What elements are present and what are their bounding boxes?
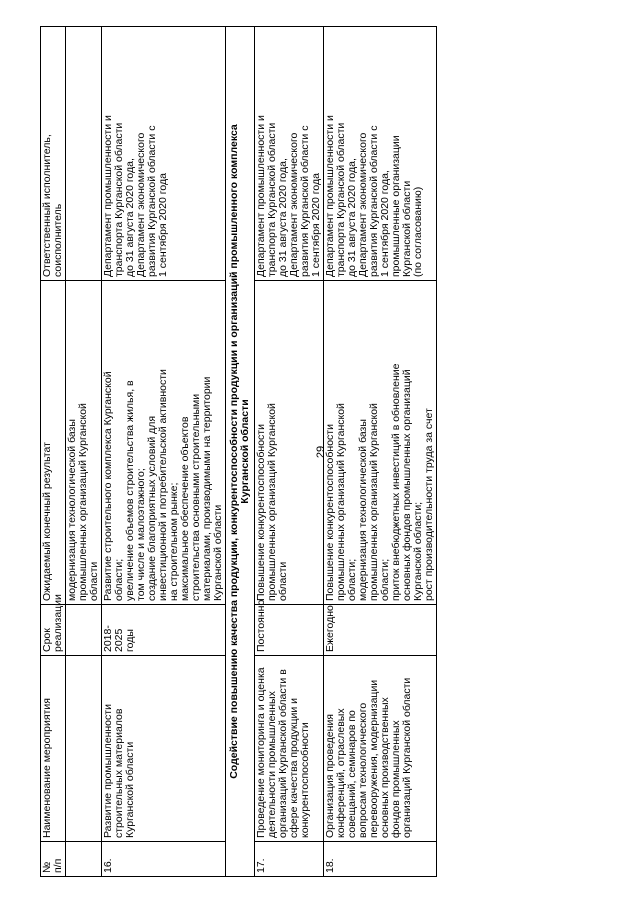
cell-num: 16. xyxy=(102,842,226,877)
cell-term xyxy=(66,605,102,656)
page-number: 29 xyxy=(315,445,327,459)
cell-num: 18. xyxy=(324,842,437,877)
cell-name: Организация проведения конференций, отраслевых совещаний, семинаров по вопросам технологического перевооружения, модернизации основных производственных фондов промышленных организаций Курганской области xyxy=(324,656,437,842)
cell-term: Постоянно xyxy=(255,605,324,656)
header-term: Срок реализации xyxy=(41,605,66,656)
table-row xyxy=(102,27,226,877)
header-executor: Ответственный исполнитель, соисполнитель xyxy=(41,27,66,281)
cell-executor: Департамент промышленности и транспорта Курганской области до 31 августа 2020 года, Департамент экономического развития Курганской области с 1 сентября 2020 года xyxy=(255,27,324,281)
table-row xyxy=(324,27,437,877)
cell-term: 2018-2025 годы xyxy=(102,605,226,656)
cell-result: Развитие строительного комплекса Курганской области; увеличение объемов строительства жилья, в том числе и малоэтажного; создание благоприятных условий для инвестиционной и потребительской активности на строительном рынке; максимальное обеспечение объектов строительства основными строительными материалами, производимыми на территории Курганской области xyxy=(102,281,226,605)
cell-executor: Департамент промышленности и транспорта Курганской области до 31 августа 2020 года, Департамент экономического развития Курганской области с 1 сентября 2020 года, промышленные организации Курганской области (по согласованию) xyxy=(324,27,437,281)
cell-num xyxy=(66,842,102,877)
header-name: Наименование мероприятия xyxy=(41,656,66,842)
table-row xyxy=(66,27,102,877)
section-title: Содействие повышению качества продукции, конкурентоспособности продукции и организаций промышленного комплекса Курганской области xyxy=(226,27,255,877)
cell-executor: Департамент промышленности и транспорта Курганской области до 31 августа 2020 года, Департамент экономического развития Курганской области с 1 сентября 2020 года xyxy=(102,27,226,281)
cell-term: Ежегодно xyxy=(324,605,437,656)
cell-result: Повышение конкурентоспособности промышленных организаций Курганской области; модернизация технологической базы промышленных организаций Курганской области; приток внебюджетных инвестиций в обновление основных фондов промышленных организаций Курганской области; рост производительности труда за счет xyxy=(324,281,437,605)
cell-name xyxy=(66,656,102,842)
table-row xyxy=(255,27,324,877)
cell-name: Проведение мониторинга и оценка деятельности промышленных организаций Курганской области в сфере качества продукции и конкурентоспособности xyxy=(255,656,324,842)
cell-result: Повышение конкурентоспособности промышленных организаций Курганской области xyxy=(255,281,324,605)
cell-name: Развитие промышленности строительных материалов Курганской области xyxy=(102,656,226,842)
rotated-page xyxy=(40,27,600,877)
measures-table xyxy=(40,26,437,877)
table-header-row xyxy=(41,27,66,877)
cell-executor xyxy=(66,27,102,281)
header-num: № п/п xyxy=(41,842,66,877)
header-result: Ожидаемый конечный результат xyxy=(41,281,66,605)
section-row xyxy=(226,27,255,877)
cell-num: 17. xyxy=(255,842,324,877)
cell-result: модернизация технологической базы промышленных организаций Курганской области xyxy=(66,281,102,605)
